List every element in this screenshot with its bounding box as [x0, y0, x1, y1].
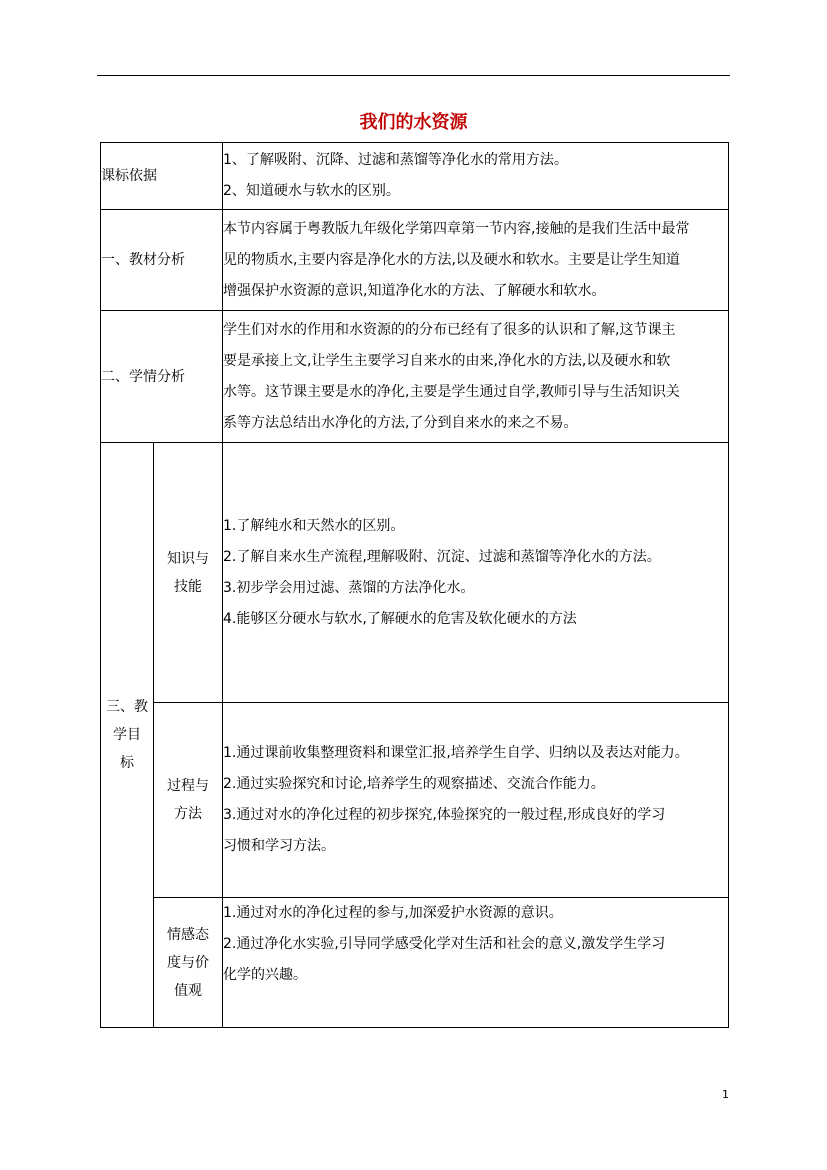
knowledge-label: 知识与 技能 [154, 443, 223, 703]
process-line: 1.通过课前收集整理资料和课堂汇报,培养学生自学、归纳以及表达对能力。 [223, 745, 689, 761]
knowledge-line: 1.了解纯水和天然水的区别。 [223, 517, 405, 534]
knowledge-line: 3.初步学会用过滤、蒸馏的方法净化水。 [223, 579, 475, 596]
students-line: 学生们对水的作用和水资源的的分布已经有了很多的认识和了解,这节课主 [223, 321, 676, 338]
curriculum-label: 课标依据 [101, 143, 223, 210]
lesson-plan-table [100, 142, 729, 1028]
curriculum-line: 2、知道硬水与软水的区别。 [223, 183, 400, 199]
process-line: 习惯和学习方法。 [223, 838, 335, 854]
knowledge-line: 4.能够区分硬水与软水,了解硬水的危害及软化硬水的方法 [223, 610, 577, 627]
students-label: 二、学情分析 [101, 311, 223, 443]
curriculum-line: 1、了解吸附、沉降、过滤和蒸馏等净化水的常用方法。 [223, 152, 568, 168]
emotion-line: 2.通过净化水实验,引导同学感受化学对生活和社会的意义,激发学生学习 [223, 936, 666, 952]
process-label: 过程与 方法 [154, 703, 223, 898]
header-rule [97, 75, 730, 76]
process-content [223, 703, 729, 898]
textbook-line: 见的物质水,主要内容是净化水的方法,以及硬水和软水。主要是让学生知道 [223, 251, 680, 268]
knowledge-line: 2.了解自来水生产流程,理解吸附、沉淀、过滤和蒸馏等净化水的方法。 [223, 548, 661, 565]
emotion-label: 情感态 度与价 值观 [154, 898, 223, 1028]
curriculum-row [101, 143, 729, 210]
students-line: 系等方法总结出水净化的方法,了分到自来水的来之不易。 [223, 414, 578, 431]
page-number: 1 [722, 1088, 729, 1101]
textbook-content [223, 210, 729, 311]
students-line: 要是承接上文,让学生主要学习自来水的由来,净化水的方法,以及硬水和软 [223, 352, 671, 369]
students-line: 水等。这节课主要是水的净化,主要是学生通过自学,教师引导与生活知识关 [223, 383, 680, 400]
process-row [101, 703, 729, 898]
textbook-line: 本节内容属于粤教版九年级化学第四章第一节内容,接触的是我们生活中最常 [223, 220, 690, 237]
knowledge-content [223, 443, 729, 703]
knowledge-row [101, 443, 729, 703]
textbook-line: 增强保护水资源的意识,知道净化水的方法、了解硬水和软水。 [223, 282, 606, 299]
emotion-line: 1.通过对水的净化过程的参与,加深爱护水资源的意识。 [223, 905, 563, 921]
emotion-content [223, 898, 729, 1028]
textbook-row [101, 210, 729, 311]
document-title: 我们的水资源 [359, 112, 468, 133]
emotion-line: 化学的兴趣。 [223, 967, 307, 983]
emotion-row [101, 898, 729, 1028]
textbook-label: 一、教材分析 [101, 210, 223, 311]
process-line: 2.通过实验探究和讨论,培养学生的观察描述、交流合作能力。 [223, 776, 605, 792]
students-content [223, 311, 729, 443]
curriculum-content [223, 143, 729, 210]
students-row [101, 311, 729, 443]
process-line: 3.通过对水的净化过程的初步探究,体验探究的一般过程,形成良好的学习 [223, 807, 666, 823]
goals-label: 三、教 学目 标 [101, 443, 154, 1028]
